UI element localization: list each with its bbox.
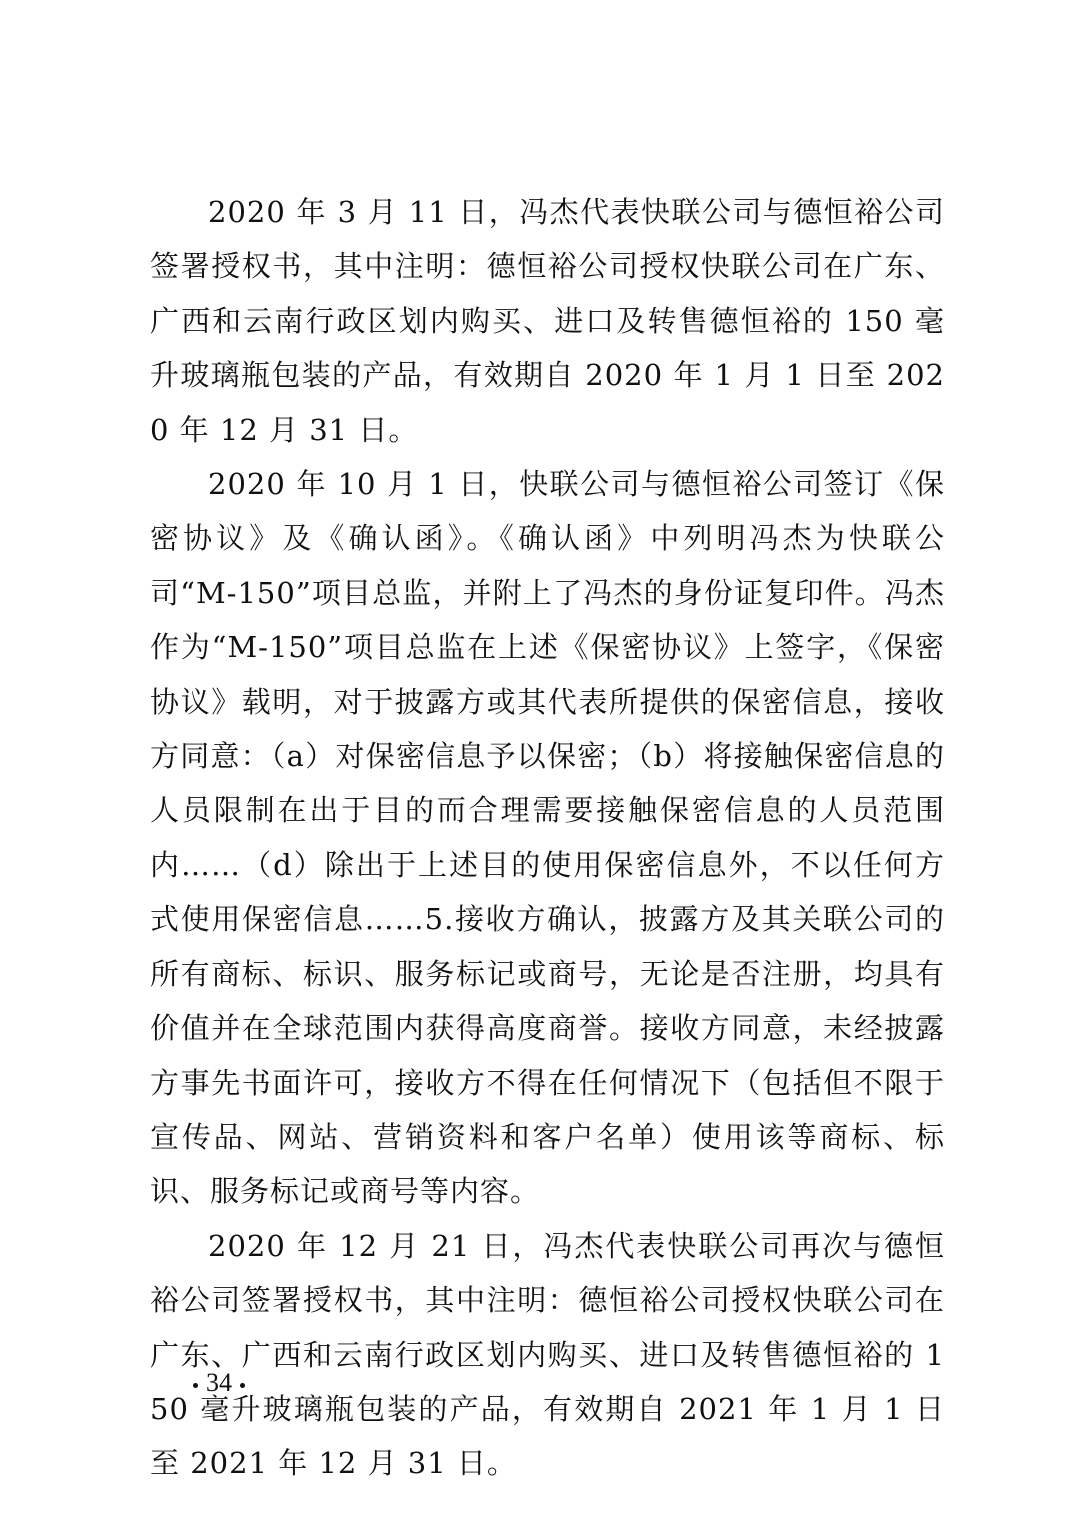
- paragraph-confidentiality-agreement: 2020 年 10 月 1 日，快联公司与德恒裕公司签订《保密协议》及《确认函》。《确认函》中列明冯杰为快联公司“M-150”项目总监，并附上了冯杰的身份证复印件。冯杰作为“M-150”项目总监在上述《保密协议》上签字，《保密协议》载明，对于披露方或其代表所提供的保密信息，接收方同意：（a）对保密信息予以保密；（b）将接触保密信息的人员限制在出于目的而合理需要接触保密信息的人员范围内……（d）除出于上述目的使用保密信息外，不以任何方式使用保密信息……5.接收方确认，披露方及其关联公司的所有商标、标识、服务标记或商号，无论是否注册，均具有价值并在全球范围内获得高度商誉。接收方同意，未经披露方事先书面许可，接收方不得在任何情况下（包括但不限于宣传品、网站、营销资料和客户名单）使用该等商标、标识、服务标记或商号等内容。: [150, 467, 945, 1209]
- paragraph-authorization-2020-12: 2020 年 12 月 21 日，冯杰代表快联公司再次与德恒裕公司签署授权书，其中注明：德恒裕公司授权快联公司在广东、广西和云南行政区划内购买、进口及转售德恒裕的 150 毫升玻璃瓶包装的产品，有效期自 2021 年 1 月 1 日至 2021 年 12 月 31 日。: [150, 1228, 945, 1481]
- page-number: 34: [206, 1368, 232, 1397]
- page-footer: [185, 1368, 253, 1398]
- bullet-dot-icon: [193, 1383, 198, 1388]
- document-body: [150, 185, 945, 1491]
- paragraph-authorization-2020-03: 2020 年 3 月 11 日，冯杰代表快联公司与德恒裕公司签署授权书，其中注明：德恒裕公司授权快联公司在广东、广西和云南行政区划内购买、进口及转售德恒裕的 150 毫升玻璃瓶包装的产品，有效期自 2020 年 1 月 1 日至 2020 年 12 月 31 日。: [150, 195, 945, 447]
- bullet-dot-icon: [240, 1383, 245, 1388]
